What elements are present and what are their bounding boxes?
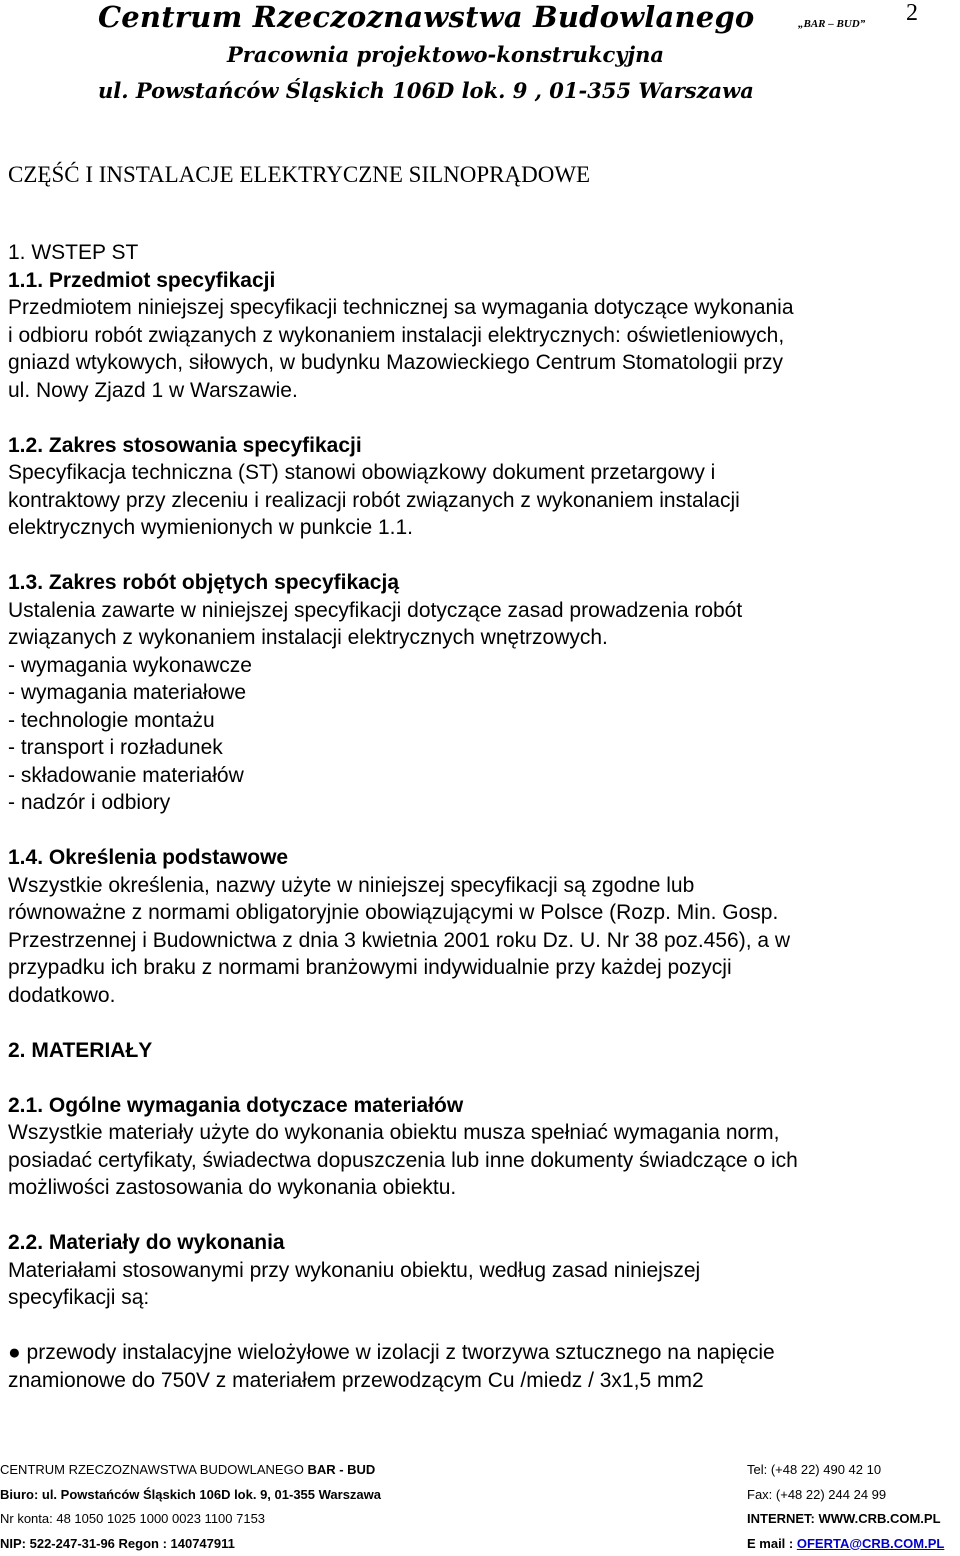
header-title: Centrum Rzeczoznawstwa Budowlanego xyxy=(98,0,755,34)
footer-email-link[interactable]: OFERTA@CRB.COM.PL xyxy=(796,1535,945,1551)
body-line: kontraktowy przy zleceniu i realizacji robót związanych z wykonaniem instalacji xyxy=(8,488,740,512)
body-line: ul. Nowy Zjazd 1 w Warszawie. xyxy=(8,378,298,402)
footer-company-short: BAR - BUD xyxy=(307,1462,376,1477)
bullet-item-continuation: znamionowe do 750V z materiałem przewodzącym Cu /miedz / 3x1,5 mm2 xyxy=(8,1368,704,1392)
section-1-1-title: 1.1. Przedmiot specyfikacji xyxy=(8,268,276,292)
body-line: Specyfikacja techniczna (ST) stanowi obowiązkowy dokument przetargowy i xyxy=(8,461,716,484)
footer-account: Nr konta: 48 1050 1025 1000 0023 1100 7153 xyxy=(0,1511,266,1526)
section-1-title: 1. WSTEP ST xyxy=(8,241,139,264)
footer-email-label: E mail : xyxy=(747,1535,797,1551)
part-title: CZĘŚĆ I INSTALACJE ELEKTRYCZNE SILNOPRĄDOWE xyxy=(8,162,591,187)
header-subtitle: Pracownia projektowo-konstrukcyjna xyxy=(227,42,664,67)
header-address: ul. Powstańców Śląskich 106D lok. 9 , 01-355 Warszawa xyxy=(98,78,754,103)
document-footer xyxy=(0,1458,960,1556)
body-line: posiadać certyfikaty, świadectwa dopuszczenia lub inne dokumenty świadczące o ich xyxy=(8,1148,798,1172)
body-line: równoważne z normami obligatoryjnie obowiązującymi w Polsce (Rozp. Min. Gosp. xyxy=(8,901,779,924)
body-line: dodatkowo. xyxy=(8,983,116,1007)
body-line: Ustalenia zawarte w niniejszej specyfikacji dotyczące zasad prowadzenia robót xyxy=(8,598,743,622)
section-2-1-title: 2.1. Ogólne wymagania dotyczace materiałów xyxy=(8,1093,464,1117)
body-line: elektrycznych wymienionych w punkcie 1.1. xyxy=(8,516,414,539)
body-line: Przedmiotem niniejszej specyfikacji technicznej sa wymagania dotyczące wykonania xyxy=(8,296,794,319)
body-line: i odbioru robót związanych z wykonaniem instalacji elektrycznych: oświetleniowych, xyxy=(8,323,785,347)
footer-fax: Fax: (+48 22) 244 24 99 xyxy=(747,1486,887,1502)
section-2-2-title: 2.2. Materiały do wykonania xyxy=(8,1231,285,1254)
body-line: Wszystkie określenia, nazwy użyte w niniejszej specyfikacji są zgodne lub xyxy=(8,873,695,897)
body-line: możliwości zastosowania do wykonania obiektu. xyxy=(8,1176,457,1199)
footer-nip: NIP: 522-247-31-96 Regon : 140747911 xyxy=(0,1535,235,1551)
footer-office: Biuro: ul. Powstańców Śląskich 106D lok. 9, 01-355 Warszawa xyxy=(0,1486,381,1502)
list-item: - wymagania wykonawcze xyxy=(8,653,252,677)
body-line: gniazd wtykowych, siłowych, w budynku Mazowieckiego Centrum Stomatologii przy xyxy=(8,351,783,374)
list-item: - transport i rozładunek xyxy=(8,736,223,759)
body-line: przypadku ich braku z normami branżowymi indywidualnie przy każdej pozycji xyxy=(8,956,732,979)
section-2-title: 2. MATERIAŁY xyxy=(8,1038,153,1062)
section-1-2-title: 1.2. Zakres stosowania specyfikacji xyxy=(8,433,362,457)
page-number: 2 xyxy=(906,0,918,26)
body-line: związanych z wykonaniem instalacji elektrycznych wnętrzowych. xyxy=(8,626,608,649)
header-brand: „BAR – BUD” xyxy=(798,18,866,30)
body-line: specyfikacji są: xyxy=(8,1286,150,1309)
section-1-4-title: 1.4. Określenia podstawowe xyxy=(8,846,289,869)
bullet-item: ● przewody instalacyjne wielożyłowe w izolacji z tworzywa sztucznego na napięcie xyxy=(8,1341,775,1364)
body-line: Wszystkie materiały użyte do wykonania obiektu musza spełniać wymagania norm, xyxy=(8,1121,780,1144)
list-item: - technologie montażu xyxy=(8,708,215,732)
footer-tel: Tel: (+48 22) 490 42 10 xyxy=(747,1462,882,1477)
list-item: - składowanie materiałów xyxy=(8,763,244,787)
list-item: - nadzór i odbiory xyxy=(8,791,171,814)
section-1-3-title: 1.3. Zakres robót objętych specyfikacją xyxy=(8,571,400,594)
document-body xyxy=(8,239,958,1394)
footer-company: CENTRUM RZECZOZNAWSTWA BUDOWLANEGO xyxy=(0,1462,304,1477)
footer-internet[interactable]: INTERNET: WWW.CRB.COM.PL xyxy=(747,1511,941,1526)
body-line: Przestrzennej i Budownictwa z dnia 3 kwietnia 2001 roku Dz. U. Nr 38 poz.456), a w xyxy=(8,928,791,952)
list-item: - wymagania materiałowe xyxy=(8,681,247,704)
body-line: Materiałami stosowanymi przy wykonaniu obiektu, według zasad niniejszej xyxy=(8,1258,701,1282)
